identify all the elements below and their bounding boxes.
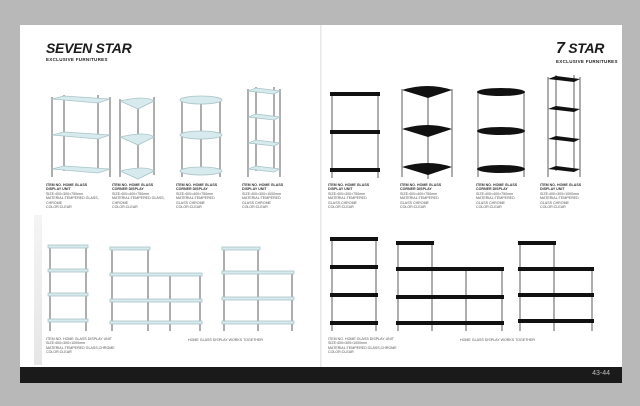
brand-name-right: 7 STAR bbox=[556, 40, 605, 57]
footer-bar bbox=[20, 367, 622, 383]
page-gutter bbox=[320, 25, 322, 383]
brand-logo-right bbox=[556, 40, 618, 64]
brand-tagline: EXCLUSIVE FURNITURES bbox=[46, 57, 108, 62]
caption-bottom-4: HOME GLASS DISPLAY WORKS TOGETHER bbox=[460, 338, 536, 342]
caption-top-8: ITEM NO. HOME GLASS DISPLAY UNIT SIZE:400×300×1000mm MATERIAL:TEMPERED GLASS CHROME COLOR:CLEAR bbox=[540, 183, 582, 210]
left-edge-fade bbox=[34, 215, 42, 365]
caption-bottom-1: ITEM NO. HOME GLASS DISPLAY UNIT SIZE:400×300×1000mm MATERIAL:TEMPERED GLASS,CHROME COLOR:CLEAR bbox=[46, 337, 115, 355]
caption-top-7: ITEM NO. HOME GLASS CORNER DISPLAY SIZE:400×400×750mm MATERIAL:TEMPERED GLASS CHROME COLOR:CLEAR bbox=[476, 183, 518, 210]
shelf-4tier-black-tall bbox=[544, 75, 586, 180]
brand-logo-left bbox=[46, 40, 131, 62]
caption-top-2: ITEM NO. HOME GLASS CORNER DISPLAY SIZE:400×400×750mm MATERIAL:TEMPERED GLASS, CHROME COLOR:CLEAR bbox=[112, 183, 165, 210]
shelf-4tier-clear-single bbox=[46, 243, 92, 333]
caption-top-4: ITEM NO. HOME GLASS DISPLAY UNIT SIZE:400×300×1000mm MATERIAL:TEMPERED GLASS CHROME COLOR:CLEAR bbox=[242, 183, 284, 210]
shelf-3tier-clear-corner bbox=[116, 97, 166, 180]
shelf-4tier-black-single bbox=[328, 235, 380, 333]
shelf-3tier-black-square bbox=[328, 90, 382, 180]
page-numbers: 43-44 bbox=[592, 370, 610, 377]
shelf-4tier-clear-tall bbox=[244, 87, 286, 180]
shelf-combo-clear-2 bbox=[220, 245, 296, 333]
shelf-3tier-black-corner bbox=[398, 85, 458, 180]
brand-name: SEVEN STAR bbox=[46, 40, 132, 56]
catalog-spread bbox=[20, 25, 622, 383]
brand-tagline-right: EXCLUSIVE FURNITURES bbox=[556, 59, 618, 64]
caption-bottom-3: ITEM NO. HOME GLASS DISPLAY UNIT SIZE:400×300×1000mm MATERIAL:TEMPERED GLASS,CHROME COLOR:CLEAR bbox=[328, 337, 397, 355]
caption-bottom-2: HOME GLASS DISPLAY WORKS TOGETHER bbox=[188, 338, 264, 342]
shelf-3tier-clear-square bbox=[46, 95, 116, 180]
caption-top-5: ITEM NO. HOME GLASS DISPLAY UNIT SIZE:400×300×750mm MATERIAL:TEMPERED GLASS,CHROME COLOR:CLEAR bbox=[328, 183, 370, 210]
shelf-3tier-clear-round bbox=[176, 95, 228, 180]
shelf-combo-clear-1 bbox=[108, 245, 204, 333]
caption-top-3: ITEM NO. HOME GLASS CORNER DISPLAY SIZE:400×400×750mm MATERIAL:TEMPERED GLASS CHROME COLOR:CLEAR bbox=[176, 183, 218, 210]
shelf-combo-black-1 bbox=[394, 239, 506, 333]
caption-top-6: ITEM NO. HOME GLASS CORNER DISPLAY SIZE:400×400×750mm MATERIAL:TEMPERED GLASS CHROME COLOR:CLEAR bbox=[400, 183, 442, 210]
star-icon: 7 bbox=[556, 40, 565, 57]
caption-top-1: ITEM NO. HOME GLASS DISPLAY UNIT SIZE:400×300×750mm MATERIAL:TEMPERED GLASS, CHROME COLOR:CLEAR bbox=[46, 183, 99, 210]
shelf-combo-black-2 bbox=[516, 239, 596, 333]
shelf-3tier-black-round bbox=[472, 87, 530, 180]
